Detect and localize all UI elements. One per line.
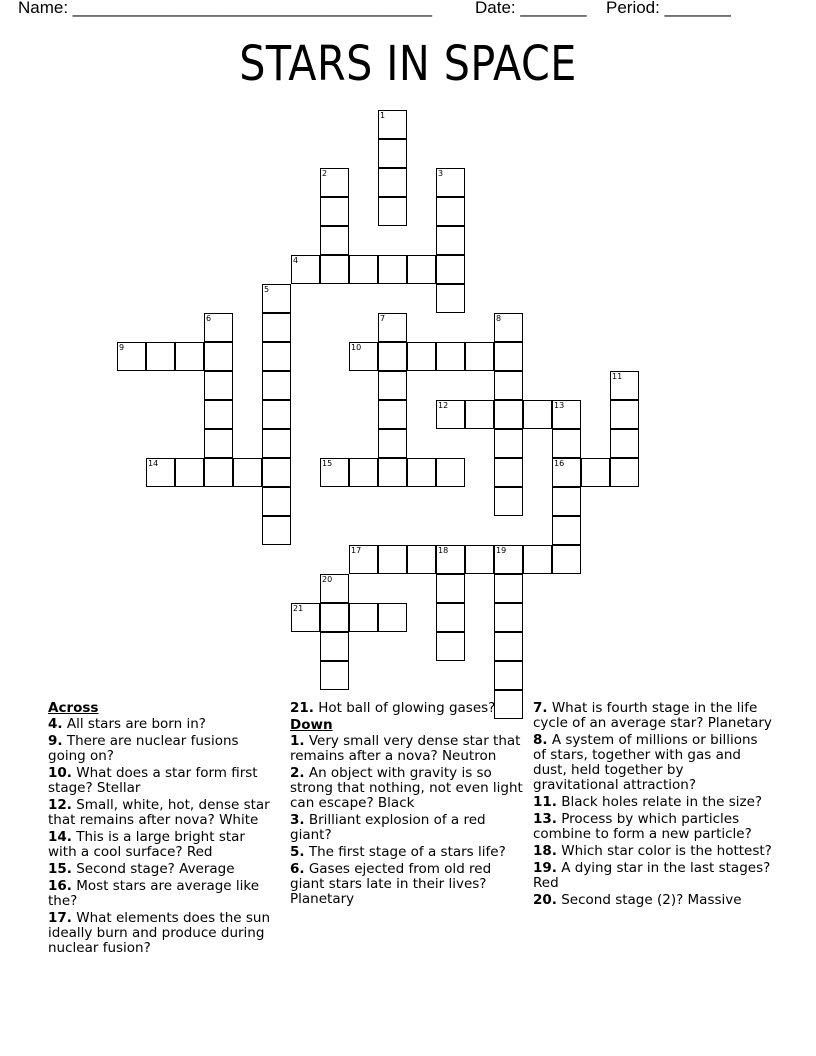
clue-number: 9. <box>48 733 63 749</box>
grid-cell[interactable] <box>494 342 523 371</box>
clue-text: What is fourth stage in the life cycle of an average star? Planetary <box>533 700 772 731</box>
grid-cell[interactable] <box>436 226 465 255</box>
date-field-label: Date: _______ <box>475 0 587 17</box>
grid-cell[interactable] <box>262 342 291 371</box>
clue-number: 12. <box>48 797 72 813</box>
clue-number: 8. <box>533 732 548 748</box>
grid-cell[interactable] <box>494 313 523 342</box>
grid-cell[interactable] <box>378 110 407 139</box>
grid-cell[interactable] <box>436 342 465 371</box>
grid-cell[interactable] <box>494 661 523 690</box>
grid-cell[interactable] <box>407 255 436 284</box>
clue-number-label: 11 <box>612 372 623 381</box>
clue-number: 6. <box>290 861 305 877</box>
grid-cell[interactable] <box>204 458 233 487</box>
clue-number-label: 8 <box>496 314 502 323</box>
grid-cell[interactable] <box>436 603 465 632</box>
grid-cell[interactable] <box>436 197 465 226</box>
grid-cell[interactable] <box>262 487 291 516</box>
clue-number: 15. <box>48 861 72 877</box>
grid-cell[interactable] <box>523 400 552 429</box>
clues-column-2 <box>290 701 526 909</box>
grid-cell[interactable] <box>291 255 320 284</box>
grid-cell[interactable] <box>378 313 407 342</box>
clue-number-label: 16 <box>554 459 565 468</box>
grid-cell[interactable] <box>349 458 378 487</box>
clue-text: Brilliant explosion of a red giant? <box>290 812 486 843</box>
clue-down-1 <box>290 734 526 764</box>
clue-down-7 <box>533 701 773 731</box>
clue-text: Second stage? Average <box>76 861 235 877</box>
clue-across-15 <box>48 862 276 877</box>
grid-cell[interactable] <box>204 429 233 458</box>
grid-cell[interactable] <box>523 545 552 574</box>
clue-across-12 <box>48 798 276 828</box>
grid-cell[interactable] <box>494 400 523 429</box>
grid-cell[interactable] <box>378 168 407 197</box>
grid-cell[interactable] <box>204 371 233 400</box>
clue-text: A system of millions or billions of stars, together with gas and dust, held together by gravitational attraction? <box>533 732 758 793</box>
clue-number: 18. <box>533 843 557 859</box>
clue-number: 13. <box>533 811 557 827</box>
clue-number-label: 18 <box>438 546 449 555</box>
grid-cell[interactable] <box>378 545 407 574</box>
grid-cell[interactable] <box>552 458 581 487</box>
clue-number: 11. <box>533 794 557 810</box>
grid-cell[interactable] <box>378 139 407 168</box>
grid-cell[interactable] <box>494 487 523 516</box>
clue-text: What elements does the sun ideally burn and produce during nuclear fusion? <box>48 910 271 956</box>
grid-cell[interactable] <box>494 371 523 400</box>
grid-cell[interactable] <box>465 400 494 429</box>
grid-cell[interactable] <box>552 487 581 516</box>
grid-cell[interactable] <box>175 342 204 371</box>
clue-text: An object with gravity is so strong that nothing, not even light can escape? Black <box>290 765 523 811</box>
grid-cell[interactable] <box>320 458 349 487</box>
clue-number-label: 17 <box>351 546 362 555</box>
clue-across-16 <box>48 879 276 909</box>
clue-number-label: 2 <box>322 169 328 178</box>
grid-cell[interactable] <box>349 255 378 284</box>
clue-number-label: 5 <box>264 285 270 294</box>
grid-cell[interactable] <box>494 429 523 458</box>
clue-down-20 <box>533 893 773 908</box>
grid-cell[interactable] <box>494 632 523 661</box>
grid-cell[interactable] <box>378 429 407 458</box>
clue-text: Very small very dense star that remains after a nova? Neutron <box>290 733 521 764</box>
clue-number-label: 15 <box>322 459 333 468</box>
clue-down-19 <box>533 861 773 891</box>
grid-cell[interactable] <box>610 429 639 458</box>
clue-text: Black holes relate in the size? <box>561 794 763 810</box>
grid-cell[interactable] <box>117 342 146 371</box>
clue-across-4 <box>48 717 276 732</box>
grid-cell[interactable] <box>436 545 465 574</box>
clue-number: 4. <box>48 716 63 732</box>
clue-text: There are nuclear fusions going on? <box>48 733 239 764</box>
clue-down-2 <box>290 766 526 811</box>
grid-cell[interactable] <box>407 458 436 487</box>
clue-text: Most stars are average like the? <box>48 878 260 909</box>
grid-cell[interactable] <box>378 400 407 429</box>
clue-number: 20. <box>533 892 557 908</box>
grid-cell[interactable] <box>436 574 465 603</box>
clue-across-17 <box>48 911 276 956</box>
grid-cell[interactable] <box>262 400 291 429</box>
grid-cell[interactable] <box>291 603 320 632</box>
clue-number-label: 1 <box>380 111 386 120</box>
clue-number: 21. <box>290 700 314 716</box>
clue-number-label: 14 <box>148 459 159 468</box>
clue-down-3 <box>290 813 526 843</box>
clue-number: 19. <box>533 860 557 876</box>
clue-number: 14. <box>48 829 72 845</box>
grid-cell[interactable] <box>436 255 465 284</box>
grid-cell[interactable] <box>349 603 378 632</box>
clue-number-label: 21 <box>293 604 304 613</box>
clue-down-5 <box>290 845 526 860</box>
clue-number-label: 13 <box>554 401 565 410</box>
grid-cell[interactable] <box>378 603 407 632</box>
clue-text: Small, white, hot, dense star that remains after nova? White <box>48 797 270 828</box>
clue-down-13 <box>533 812 773 842</box>
clue-number-label: 10 <box>351 343 362 352</box>
grid-cell[interactable] <box>320 632 349 661</box>
clue-across-14 <box>48 830 276 860</box>
clue-across-21 <box>290 701 526 716</box>
clue-number-label: 9 <box>119 343 125 352</box>
clue-number: 3. <box>290 812 305 828</box>
grid-cell[interactable] <box>262 371 291 400</box>
clue-number: 7. <box>533 700 548 716</box>
grid-cell[interactable] <box>407 342 436 371</box>
clue-across-9 <box>48 734 276 764</box>
clue-text: Second stage (2)? Massive <box>561 892 742 908</box>
grid-cell[interactable] <box>494 574 523 603</box>
clue-text: This is a large bright star with a cool surface? Red <box>48 829 245 860</box>
clue-number-label: 20 <box>322 575 333 584</box>
grid-cell[interactable] <box>378 342 407 371</box>
grid-cell[interactable] <box>552 545 581 574</box>
grid-cell[interactable] <box>262 458 291 487</box>
grid-cell[interactable] <box>494 603 523 632</box>
clue-text: The first stage of a stars life? <box>308 844 506 860</box>
clue-text: A dying star in the last stages? Red <box>533 860 771 891</box>
grid-cell[interactable] <box>320 197 349 226</box>
grid-cell[interactable] <box>436 632 465 661</box>
grid-cell[interactable] <box>262 284 291 313</box>
clue-number: 17. <box>48 910 72 926</box>
grid-cell[interactable] <box>610 371 639 400</box>
clue-text: Process by which particles combine to form a new particle? <box>533 811 752 842</box>
grid-cell[interactable] <box>378 371 407 400</box>
grid-cell[interactable] <box>204 313 233 342</box>
grid-cell[interactable] <box>349 342 378 371</box>
clue-down-11 <box>533 795 773 810</box>
down-heading: Down <box>290 717 333 733</box>
grid-cell[interactable] <box>494 545 523 574</box>
grid-cell[interactable] <box>581 458 610 487</box>
grid-cell[interactable] <box>146 342 175 371</box>
grid-cell[interactable] <box>552 400 581 429</box>
clue-number: 2. <box>290 765 305 781</box>
grid-cell[interactable] <box>436 284 465 313</box>
grid-cell[interactable] <box>465 342 494 371</box>
grid-cell[interactable] <box>349 545 378 574</box>
grid-cell[interactable] <box>552 429 581 458</box>
clue-down-18 <box>533 844 773 859</box>
grid-cell[interactable] <box>407 545 436 574</box>
clue-down-6 <box>290 862 526 907</box>
grid-cell[interactable] <box>320 255 349 284</box>
clue-number: 1. <box>290 733 305 749</box>
grid-cell[interactable] <box>175 458 204 487</box>
clues-column-3 <box>533 701 773 910</box>
grid-cell[interactable] <box>262 516 291 545</box>
clue-text: All stars are born in? <box>66 716 206 732</box>
grid-cell[interactable] <box>465 545 494 574</box>
clue-number: 10. <box>48 765 72 781</box>
clues-column-1 <box>48 701 276 958</box>
grid-cell[interactable] <box>610 400 639 429</box>
clue-number-label: 6 <box>206 314 212 323</box>
grid-cell[interactable] <box>378 197 407 226</box>
clue-across-10 <box>48 766 276 796</box>
clue-text: What does a star form first stage? Stellar <box>48 765 258 796</box>
grid-cell[interactable] <box>320 226 349 255</box>
across-heading: Across <box>48 700 99 716</box>
grid-cell[interactable] <box>204 400 233 429</box>
grid-cell[interactable] <box>320 603 349 632</box>
grid-cell[interactable] <box>146 458 175 487</box>
clue-number-label: 19 <box>496 546 507 555</box>
grid-cell[interactable] <box>233 458 262 487</box>
clue-text: Which star color is the hottest? <box>561 843 772 859</box>
grid-cell[interactable] <box>436 168 465 197</box>
grid-cell[interactable] <box>378 255 407 284</box>
grid-cell[interactable] <box>378 458 407 487</box>
clue-number-label: 12 <box>438 401 449 410</box>
clue-down-8 <box>533 733 773 793</box>
grid-cell[interactable] <box>262 313 291 342</box>
clue-number-label: 4 <box>293 256 299 265</box>
clue-number-label: 3 <box>438 169 444 178</box>
clue-text: Hot ball of glowing gases? <box>318 700 496 716</box>
grid-cell[interactable] <box>436 458 465 487</box>
grid-cell[interactable] <box>320 661 349 690</box>
name-field-label: Name: ______________________________________ <box>18 0 433 17</box>
grid-cell[interactable] <box>204 342 233 371</box>
grid-cell[interactable] <box>320 168 349 197</box>
page-title: STARS IN SPACE <box>239 36 577 92</box>
clue-text: Gases ejected from old red giant stars late in their lives? Planetary <box>290 861 492 907</box>
grid-cell[interactable] <box>262 429 291 458</box>
grid-cell[interactable] <box>494 458 523 487</box>
clue-number: 16. <box>48 878 72 894</box>
grid-cell[interactable] <box>610 458 639 487</box>
clue-number: 5. <box>290 844 305 860</box>
grid-cell[interactable] <box>436 400 465 429</box>
period-field-label: Period: _______ <box>606 0 731 17</box>
clue-number-label: 7 <box>380 314 386 323</box>
grid-cell[interactable] <box>552 516 581 545</box>
grid-cell[interactable] <box>320 574 349 603</box>
